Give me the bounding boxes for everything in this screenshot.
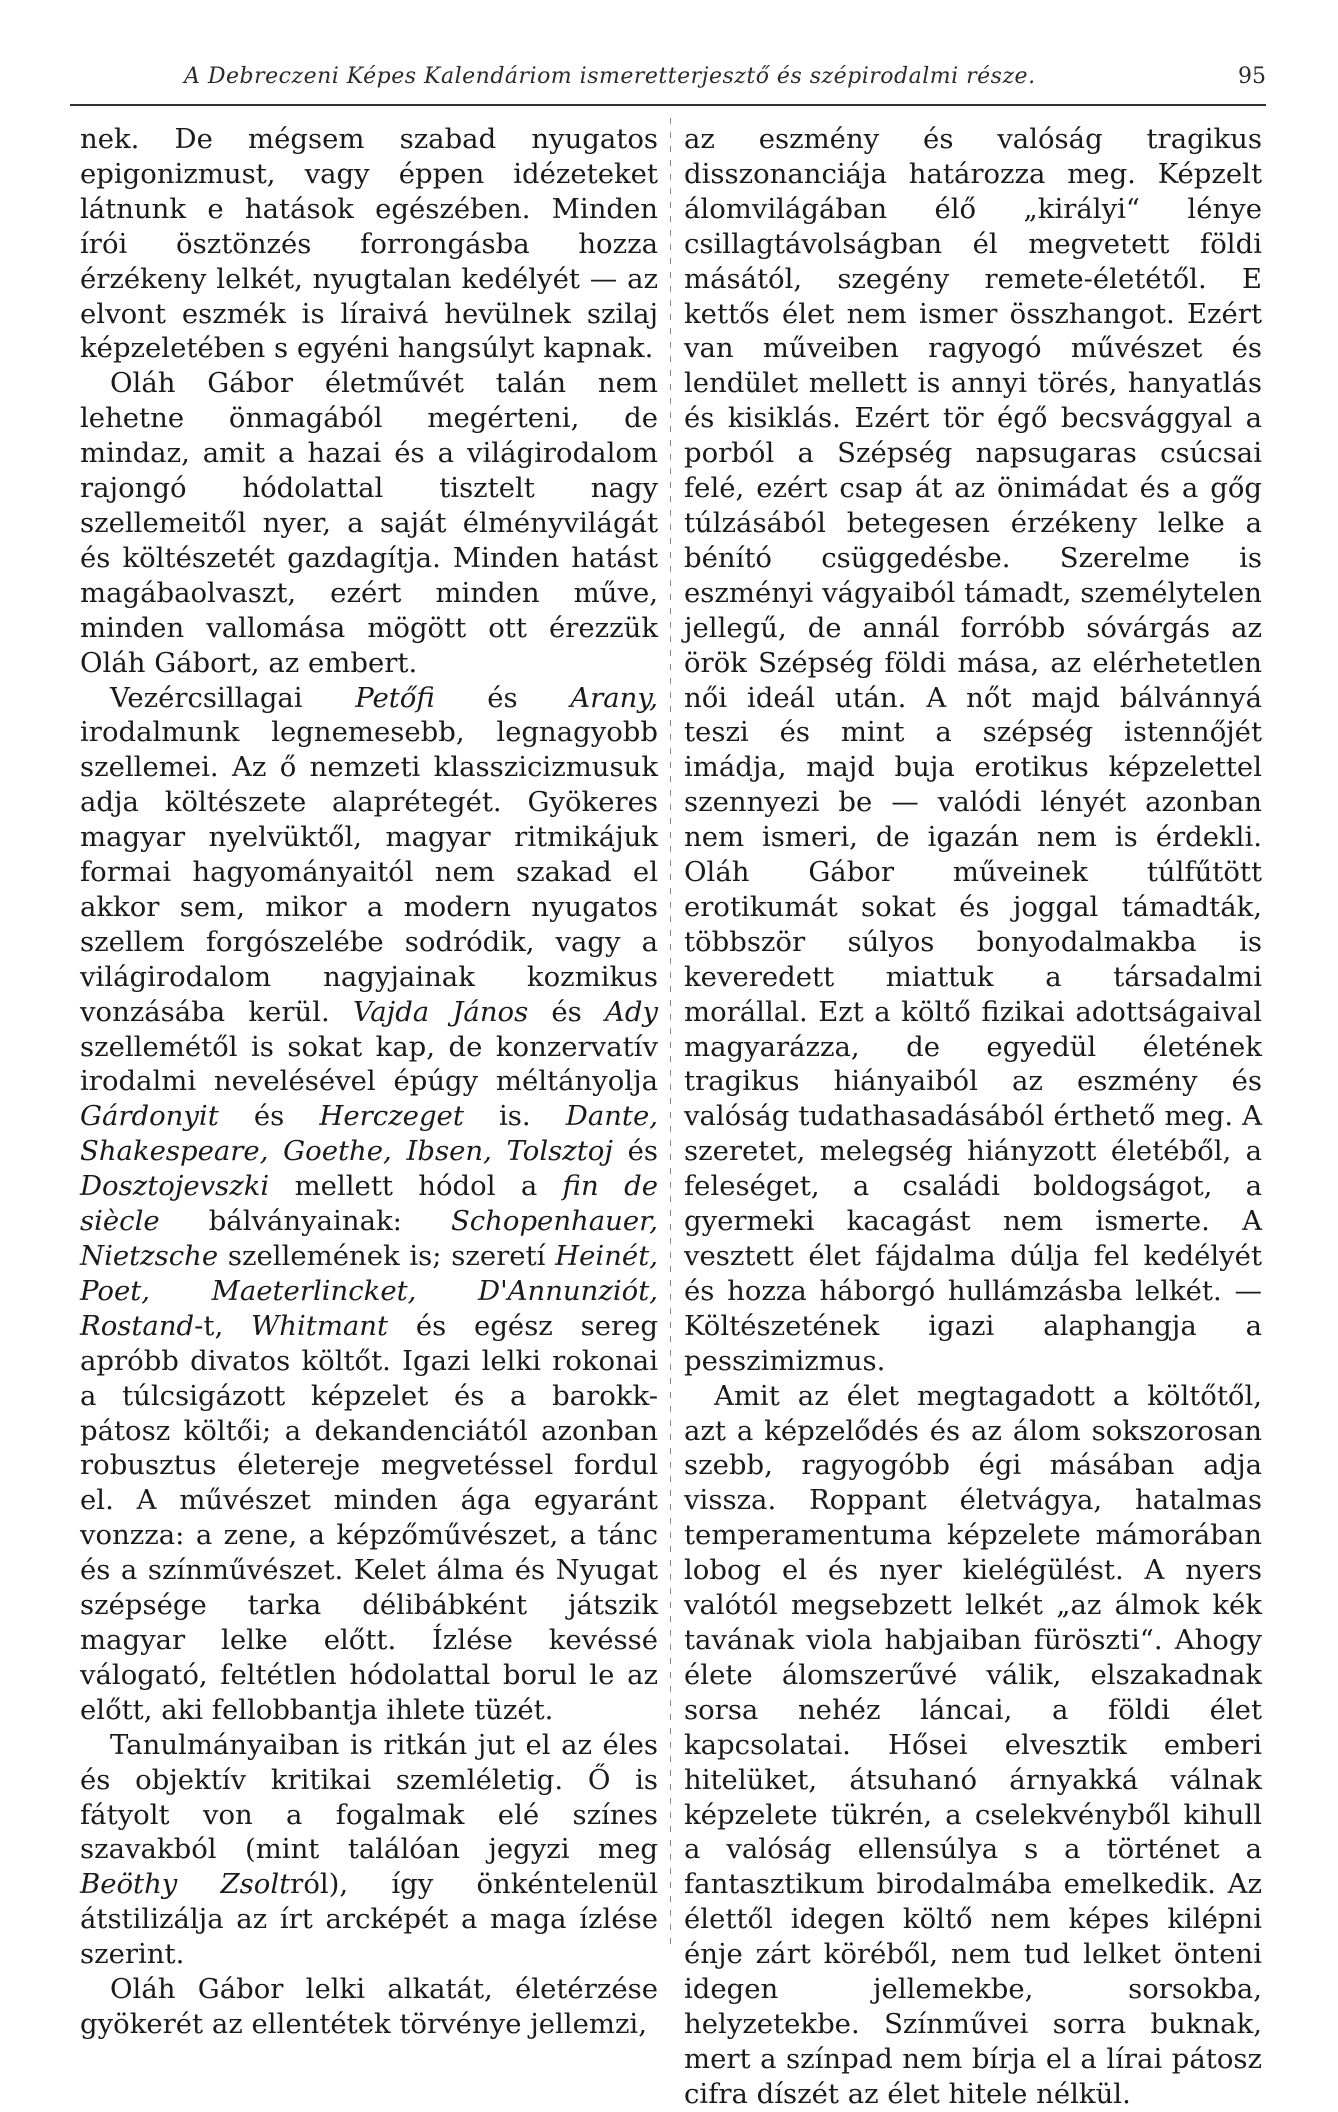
text-run: Oláh Gábor életművét talán nem lehetne önmagából megérteni, de mindaz, amit a hazai és a világirodalom rajongó hódolattal tisztelt nagy szellemeitől nyer, a saját élményvilágát és költészetét gazdagítja. Minden hatást magábaolvaszt, ezért minden műve, minden vallomása mögött ott érezzük Oláh Gábort, az embert. (80, 367, 658, 679)
paragraph (80, 122, 658, 366)
right-column (684, 122, 1262, 2112)
text-run: Amit az élet megtagadott a költőtől, azt a képzelődés és az álom sokszorosan szebb, ragyogóbb égi másában adja vissza. Roppant életvágya, hatalmas temperamentuma képzelete mámorában lobog el és nyer kielégülést. A nyers valótól megsebzett lelkét „az álmok kék tavának viola habjaiban füröszti“. Ahogy élete álomszerűvé válik, elszakadnak sorsa nehéz láncai, a földi élet kapcsolatai. Hősei elvesztik emberi hitelüket, átsuhanó árnyakká válnak képzelete tükrén, a cselekvényből kihull a valóság ellensúlya s a történet a fantasztikum birodalmába emelkedik. Az élettől idegen költő nem képes kilépni énje zárt köréből, nem tud lelket önteni idegen jellemekbe, sorsokba, helyzetekbe. Színművei sorra buknak, mert a színpad nem bírja el a lírai pátosz cifra díszét az élet hitele nélkül. (684, 1379, 1262, 2110)
italic-name: fin de siècle (80, 1170, 658, 1238)
paragraph (684, 1379, 1262, 2112)
paragraph (684, 122, 1262, 1379)
text-run: ról), így önkéntelenül átstilizálja az írt arcképét a maga ízlése szerint. (80, 1868, 659, 1971)
italic-name: Herczeget (319, 1100, 464, 1133)
text-run: nek. De mégsem szabad nyugatos epigonizmust, vagy éppen idézeteket látnunk e hatások egészében. Minden írói ösztönzés forrongásba hozza érzékeny lelkét, nyugtalan kedélyét — az elvont eszmék is líraivá hevülnek szilaj képzeletében s egyéni hangsúlyt kapnak. (80, 123, 658, 365)
page-number: 95 (1238, 64, 1266, 89)
italic-name: Heinét, Poet, Maeterlincket, D'Annunziót, Rostand (80, 1240, 658, 1342)
italic-name: Vajda János (352, 995, 529, 1028)
italic-name: Dante, Shakespeare, Goethe, Ibsen, Tolsztoj (80, 1100, 658, 1168)
text-run: is. (463, 1100, 566, 1133)
text-run: bálványainak: (159, 1205, 451, 1238)
paragraph (80, 366, 658, 680)
left-column (80, 122, 658, 2042)
running-title: A Debreczeni Képes Kalendáriom ismeretterjesztő és szépirodalmi része. (184, 64, 1036, 89)
text-run: szellemének is; szeretí (218, 1240, 556, 1272)
text-run: és egész sereg apróbb divatos költőt. Igazi lelki rokonai a túlcsigázott képzelet és a barokk-pátosz költői; a dekandenciától azonban robusztus életereje megvetéssel fordul el. A művészet minden ága egyaránt vonzza: a zene, a képzőművészet, a tánc és a színművészet. Kelet álma és Nyugat szépsége tarka délibábként játszik magyar lelke előtt. Ízlése kevéssé válogató, feltétlen hódolattal borul le az előtt, aki fellobbantja ihlete tüzét. (80, 1309, 658, 1726)
italic-name: Arany, (570, 681, 658, 714)
text-run: és (528, 995, 605, 1028)
text-run: és (612, 1135, 658, 1168)
italic-name: Gárdonyit (80, 1100, 219, 1133)
text-run: és (218, 1100, 320, 1133)
text-run: mellett hódol a (269, 1170, 563, 1203)
italic-name: Beöthy Zsolt (80, 1868, 291, 1901)
italic-name: Schopenhauer, Nietzsche (80, 1205, 658, 1272)
italic-name: Dosztojevszki (80, 1170, 270, 1203)
running-header (70, 64, 1266, 106)
text-run: Oláh Gábor lelki alkatát, életérzése gyökerét az ellentétek törvénye jellemzi, (80, 1973, 658, 2040)
paragraph (80, 1728, 658, 1972)
text-run: és (434, 681, 571, 714)
italic-name: Ady (605, 995, 658, 1028)
text-run: szellemétől is sokat kap, de konzervatív irodalmi nevelésével épúgy méltányolja (80, 1030, 658, 1098)
paragraph (80, 1972, 658, 2042)
text-run: Tanulmányaiban is ritkán jut el az éles és objektív kritikai szemléletig. Ő is fátyolt von a fogalmak elé színes szavakból (mint találóan jegyzi meg (80, 1728, 658, 1866)
text-run: Vezércsillagai (110, 681, 356, 714)
text-run: irodalmunk legnemesebb, legnagyobb szellemei. Az ő nemzeti klasszicizmusuk adja költészete alaprétegét. Gyökeres magyar nyelvüktől, magyar ritmikájuk formai hagyományaitól nem szakad el akkor sem, mikor a modern nyugatos szellem forgószelébe sodródik, vagy a világirodalom nagyjainak kozmikus vonzásába kerül. (80, 716, 658, 1028)
header-rule (70, 104, 1266, 106)
italic-name: Whitmant (251, 1309, 389, 1342)
column-divider (670, 118, 671, 1948)
italic-name: Petőfi (355, 681, 435, 714)
text-run: az eszmény és valóság tragikus disszonanciája határozza meg. Képzelt álomvilágában élő „királyi“ lénye csillagtávolságban él megvetett földi másától, szegény remete-életétől. E kettős élet nem ismer összhangot. Ezért van műveiben ragyogó művészet és lendület mellett is annyi törés, hanyatlás és kisiklás. Ezért tör égő becsvággyal a porból a Szépség napsugaras csúcsai felé, ezért csap át az önimádat és a gőg túlzásából betegesen érzékeny lelke a bénító csüggedésbe. Szerelme is eszményi vágyaiból támadt, személytelen jellegű, de annál forróbb sóvárgás az örök Szépség földi mása, az elérhetetlen női ideál után. A nőt majd bálvánnyá teszi és mint a szépség istennőjét imádja, majd buja erotikus képzelettel szennyezi be — valódi lényét azonban nem ismeri, de igazán nem is érdekli. Oláh Gábor műveinek túlfűtött erotikumát sokat és joggal támadták, többször súlyos bonyodalmakba is keveredett miattuk a társadalmi morállal. Ezt a költő fizikai adottságaival magyarázza, de egyedül életének tragikus hiányaiból az eszmény és valóság tudathasadásából érthető meg. A szeretet, melegség hiányzott életéből, a feleséget, a családi boldogságot, a gyermeki kacagást nem ismerte. A vesztett élet fájdalma dúlja fel kedélyét és hozza háborgó hullámzásba lelkét. — Költészetének igazi alaphangja a pesszimizmus. (684, 123, 1262, 1377)
text-run: -t, (194, 1309, 252, 1342)
paragraph (80, 681, 658, 1728)
